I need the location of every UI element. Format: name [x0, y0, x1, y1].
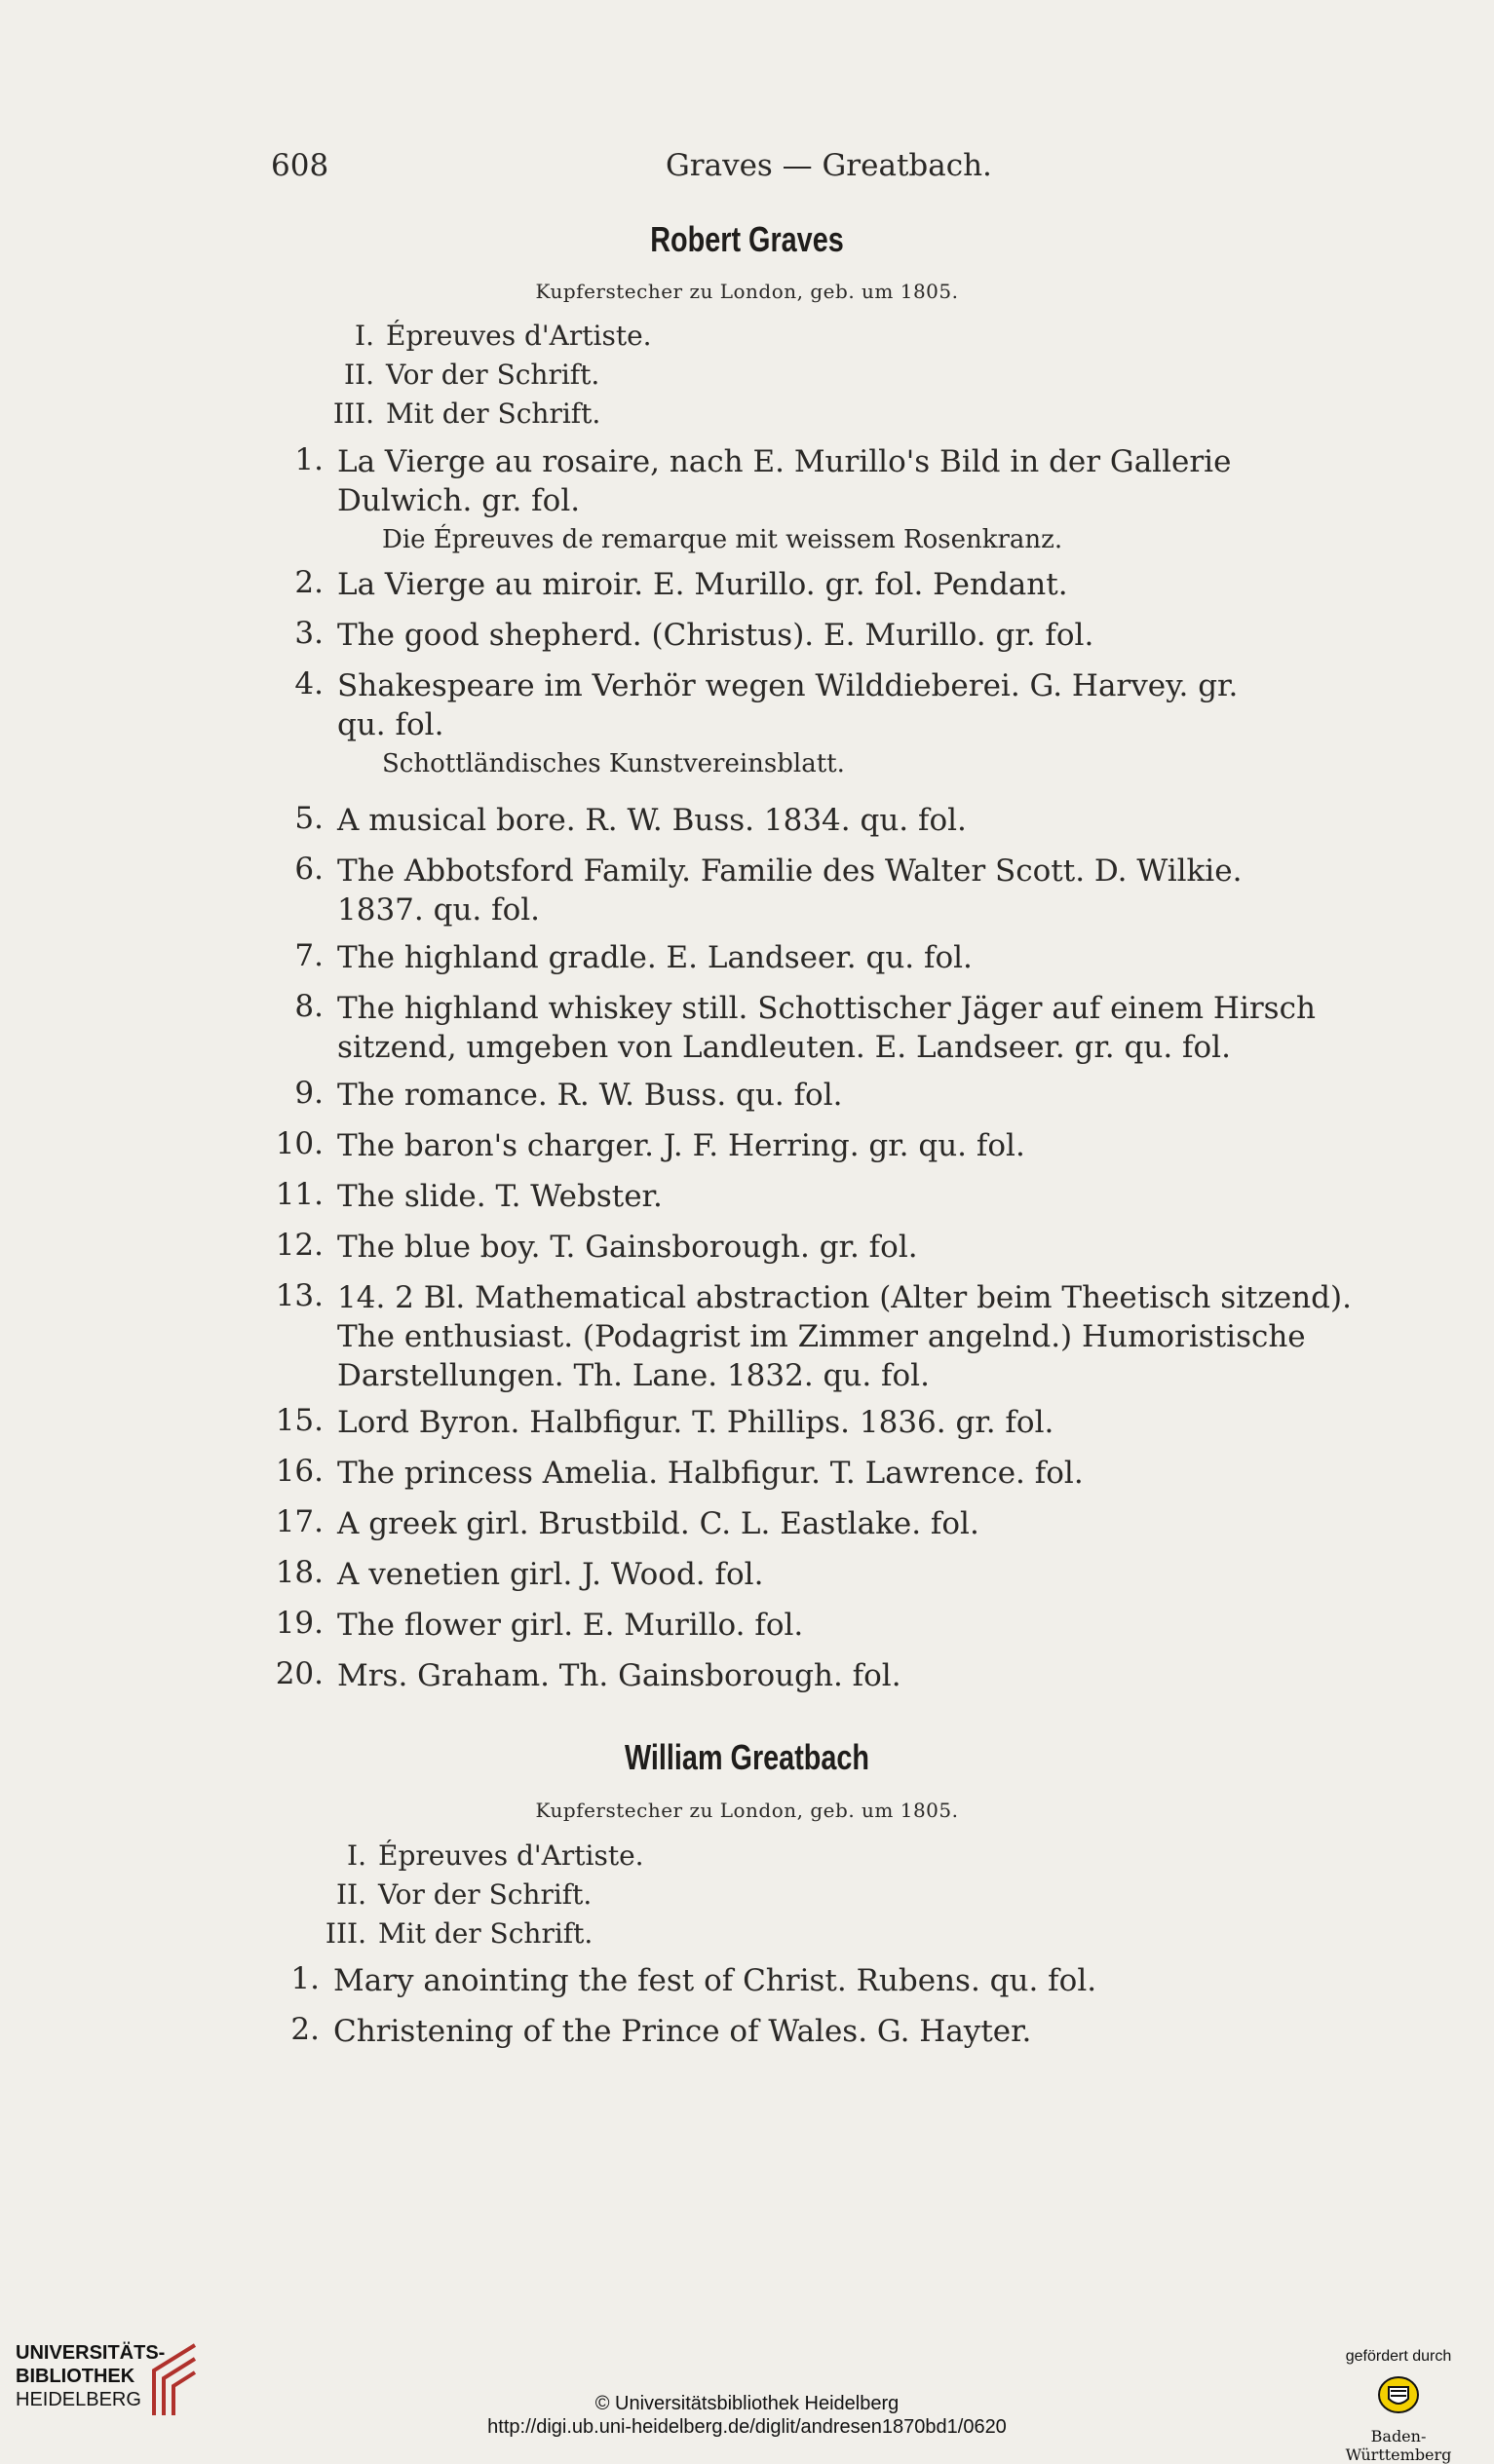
list-item: 15. Lord Byron. Halbfigur. T. Phillips. 1836. gr. fol.	[275, 1403, 1054, 1440]
list-item: 20. Mrs. Graham. Th. Gainsborough. fol.	[275, 1656, 901, 1693]
section-subtitle: Kupferstecher zu London, geb. um 1805.	[535, 1799, 959, 1822]
list-item: 18. A venetien girl. J. Wood. fol.	[275, 1555, 764, 1592]
page-header	[271, 148, 992, 183]
source-url[interactable]: http://digi.ub.uni-heidelberg.de/diglit/andresen1870bd1/0620	[487, 2416, 1007, 2438]
section-subtitle: Kupferstecher zu London, geb. um 1805.	[535, 280, 959, 303]
section-title: William Greatbach	[624, 1737, 870, 1777]
library-logo-text: UNIVERSITÄTS- BIBLIOTHEK HEIDELBERG	[16, 2342, 166, 2410]
list-item: 7. The highland gradle. E. Landseer. qu. fol.	[294, 938, 973, 975]
sponsor-name: Baden-Württemberg	[1345, 2427, 1452, 2464]
list-item: 1. Mary anointing the fest of Christ. Rubens. qu. fol.	[290, 1961, 1097, 1998]
copyright-text: © Universitätsbibliothek Heidelberg	[594, 2393, 900, 2414]
list-item: 12. The blue boy. T. Gainsborough. gr. fol.	[275, 1228, 918, 1265]
list-item: 16. The princess Amelia. Halbfigur. T. Lawrence. fol.	[275, 1454, 1084, 1491]
list-item: 6. The Abbotsford Family. Familie des Walter Scott. D. Wilkie. 1837. qu. fol.	[294, 852, 1243, 928]
footer-credit	[0, 2392, 1494, 2439]
list-item: 10. The baron's charger. J. F. Herring. gr. qu. fol.	[275, 1126, 1025, 1163]
list-item: 3. The good shepherd. (Christus). E. Murillo. gr. fol.	[294, 616, 1094, 653]
entry-list	[0, 1961, 1342, 2063]
list-item: 8. The highland whiskey still. Schottischer Jäger auf einem Hirsch sitzend, umgeben von Landleuten. E. Landseer. gr. qu. fol.	[294, 989, 1316, 1065]
list-item: 2. Christening of the Prince of Wales. G. Hayter.	[290, 2012, 1032, 2049]
list-item: 11. The slide. T. Webster.	[275, 1177, 663, 1214]
list-item: 2. La Vierge au miroir. E. Murillo. gr. fol. Pendant.	[294, 565, 1068, 602]
sponsor-block	[1321, 2348, 1476, 2464]
running-title: Graves — Greatbach.	[666, 148, 992, 183]
coat-of-arms-icon	[1377, 2375, 1420, 2414]
list-item: 17. A greek girl. Brustbild. C. L. Eastlake. fol.	[275, 1504, 979, 1541]
list-item: 13. 14. 2 Bl. Mathematical abstraction (Alter beim Theetisch sitzend). The enthusiast. (Podagrist im Zimmer angelnd.) Humoristische Darstellungen. Th. Lane. 1832. qu. fol.	[275, 1278, 1352, 1393]
entry-note: Schottländisches Kunstvereinsblatt.	[382, 749, 845, 778]
list-item: 5. A musical bore. R. W. Buss. 1834. qu. fol.	[294, 801, 967, 838]
sponsor-label: gefördert durch	[1345, 2348, 1452, 2365]
page-number: 608	[271, 148, 329, 183]
entry-list	[0, 442, 1352, 1707]
list-item: 9. The romance. R. W. Buss. qu. fol.	[294, 1076, 843, 1113]
section-title: Robert Graves	[650, 219, 844, 259]
list-item: 4. Shakespeare im Verhör wegen Wilddieberei. G. Harvey. gr. qu. fol. Schottländisches Kunstvereinsblatt.	[0, 666, 1346, 801]
list-item: 19. The flower girl. E. Murillo. fol.	[275, 1606, 804, 1643]
document-page: 608 Graves — Greatbach. Robert Graves Kupferstecher zu London, geb. um 1805. I. Épreuves d'Artiste. II. Vor der Schrift. III. Mit der Schrift. 1. La Vierge au rosaire, nach E. Murillo's Bild in der Gallerie Dulwich. gr. fol. Die Épreuves de remarque mit weissem Rosenkranz. 2. La Vierge au miroir. E. Murillo. gr. fol. Pendant. 3. The good shepherd. (Christus). E. Murillo. gr. fol. 4. Shakespeare im Verhör wegen Wilddieberei. G. Harvey. gr. qu. fol. Schottländisches Kunstvereinsblatt. 5. A musical bore. R. W. Buss. 1834. qu. fol. 6. The Abbotsford Family. Familie des Walter Scott. D. Wilkie. 1837. qu. fol. 7. The highland gradle. E. Landseer. qu. fol. 8. The highland whiskey still. Schottischer Jäger auf einem Hirsch sitzend, umgeben von Landleuten. E. Landseer. gr. qu. fol. 9. The romance. R. W. Buss. qu. fol. 10. The baron's charger. J. F. Herring. gr. qu. fol. 11. The slide. T. Webster. 12. The blue boy. T. Gainsborough. gr. fol. 13. 14. 2 Bl. Mathematical abstraction (Alter beim Theetisch sitzend). The enthusiast. (Podagrist im Zimmer angelnd.) Humoristische Darstellungen. Th. Lane. 1832. qu. fol. 15. Lord Byron. Halbfigur. T. Phillips. 1836. gr. fol. 16. The princess Amelia. Halbfigur. T. Lawrence. fol. 17. A greek girl. Brustbild. C. L. Eastlake. fol. 18. A venetien girl. J. Wood. fol. 19. The flower girl. E. Murillo. fol. 20. Mrs. Graham. Th. Gainsborough. fol. William Greatbach Kupferstecher zu London, geb. um 1805. I. Épreuves d'Artiste. II. Vor der Schrift. III. Mit der Schrift. 1. Mary anointing the fest of Christ. Rubens. qu. fol. 2. Christening of the Prince of Wales. G. Hayter. UNIVERSITÄTS- BIBLIOTHEK HEIDELBERG © Universitätsbibliothek Heidelberg http://digi.ub.uni-heidelberg.de/diglit/andresen1870bd1/0620 gefördert durch Baden-Württemberg	[0, 0, 1494, 2450]
entry-note: Die Épreuves de remarque mit weissem Rosenkranz.	[382, 525, 1063, 554]
list-item: 1. La Vierge au rosaire, nach E. Murillo's Bild in der Gallerie Dulwich. gr. fol. Die Épreuves de remarque mit weissem Rosenkranz.	[0, 442, 1346, 565]
